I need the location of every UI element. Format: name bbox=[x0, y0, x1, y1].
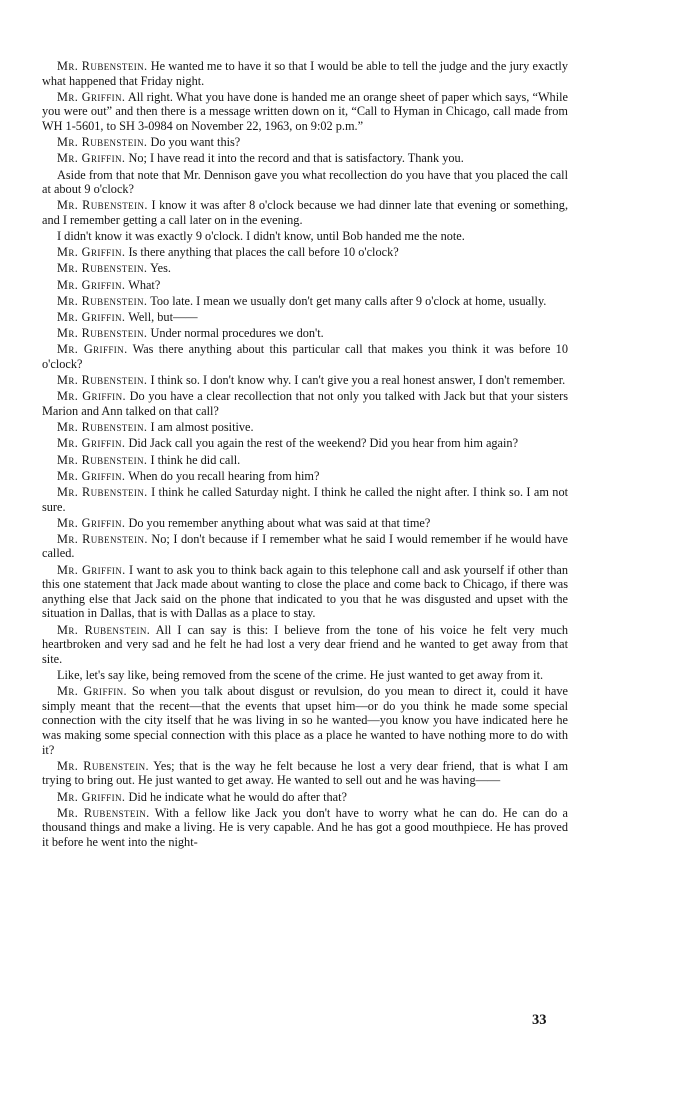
testimony-paragraph bbox=[42, 90, 568, 134]
speaker-name: Mr. Rubenstein. bbox=[57, 452, 148, 467]
testimony-paragraph bbox=[42, 469, 568, 484]
speaker-name: Mr. Griffin. bbox=[57, 89, 126, 104]
testimony-paragraph bbox=[42, 436, 568, 451]
paragraph-text: All right. What you have done is handed me an orange sheet of paper which says, “While you were out” and then there is a message written down on it, “Call to Hyman in Chicago, call made from WH 1-5601, to SH 3-0984 on November 22, 1963, on 9:02 p.m.” bbox=[42, 89, 568, 133]
testimony-paragraph bbox=[42, 806, 568, 850]
speaker-name: Mr. Rubenstein. bbox=[57, 326, 148, 341]
testimony-paragraph bbox=[42, 294, 568, 309]
paragraph-text: Is there anything that places the call before 10 o'clock? bbox=[128, 245, 399, 260]
speaker-name: Mr. Rubenstein. bbox=[57, 622, 151, 637]
paragraph-text: I am almost positive. bbox=[150, 420, 254, 435]
paragraph-text: I know it was after 8 o'clock because we had dinner late that evening or something, and I remember getting a call later on in the evening. bbox=[42, 198, 569, 227]
paragraph-text: No; I have read it into the record and that is satisfactory. Thank you. bbox=[128, 151, 464, 166]
paragraph-text: Did he indicate what he would do after that? bbox=[128, 789, 347, 804]
testimony-paragraph bbox=[42, 245, 568, 260]
testimony-paragraph bbox=[42, 485, 568, 514]
speaker-name: Mr. Griffin. bbox=[57, 789, 126, 804]
paragraph-text: All I can say is this: I believe from the tone of his voice he felt very much heartbroken and very sad and he felt he had lost a very dear friend and he wanted to get away from that site. bbox=[42, 622, 568, 666]
speaker-name: Mr. Rubenstein. bbox=[57, 758, 149, 773]
speaker-name: Mr. Griffin. bbox=[57, 310, 126, 325]
speaker-name: Mr. Rubenstein. bbox=[57, 198, 148, 213]
paragraph-text: No; I don't because if I remember what he said I would remember if he would have called. bbox=[42, 531, 569, 561]
testimony-paragraph bbox=[42, 261, 568, 276]
testimony-paragraph bbox=[42, 310, 568, 325]
paragraph-text: Was there anything about this particular call that makes you think it was before 10 o'clock? bbox=[42, 342, 568, 371]
testimony-paragraph bbox=[42, 198, 568, 227]
paragraph-text: Under normal procedures we don't. bbox=[150, 326, 324, 341]
paragraph-text: Too late. I mean we usually don't get many calls after 9 o'clock at home, usually. bbox=[150, 293, 547, 308]
speaker-name: Mr. Griffin. bbox=[57, 151, 126, 166]
paragraph-text: So when you talk about disgust or revulsion, do you mean to direct it, could it have simply meant that the recent—that the events that upset him—or do you think he made some special connection with the city itself that he was living in so he wanted—you know you have indicated here he was making some special connection with this place as a place he wanted to have nothing more to do with it? bbox=[42, 684, 568, 757]
speaker-name: Mr. Griffin. bbox=[57, 468, 126, 483]
testimony-paragraph bbox=[42, 623, 568, 667]
paragraph-text: Do you remember anything about what was said at that time? bbox=[128, 515, 431, 530]
speaker-name: Mr. Griffin. bbox=[57, 515, 126, 530]
page-number: 33 bbox=[532, 1012, 547, 1028]
testimony-paragraph bbox=[42, 420, 568, 435]
speaker-name: Mr. Griffin. bbox=[57, 436, 126, 451]
testimony-paragraph bbox=[42, 342, 568, 371]
testimony-paragraph bbox=[42, 532, 568, 561]
testimony-paragraph bbox=[42, 168, 568, 197]
speaker-name: Mr. Griffin. bbox=[57, 562, 126, 577]
paragraph-text: I think he called Saturday night. I think he called the night after. I think so. I am not sure. bbox=[42, 484, 569, 514]
paragraph-text: Do you have a clear recollection that not only you talked with Jack but that your sisters Marion and Ann talked on that call? bbox=[42, 389, 568, 418]
testimony-paragraph bbox=[42, 759, 568, 788]
speaker-name: Mr. Rubenstein. bbox=[57, 293, 148, 308]
paragraph-text: With a fellow like Jack you don't have to worry what he can do. He can do a thousand things and make a living. He is very capable. And he has got a good mouthpiece. He has proved it before he went into the night- bbox=[42, 805, 569, 849]
testimony-paragraph bbox=[42, 684, 568, 757]
speaker-name: Mr. Rubenstein. bbox=[57, 261, 148, 276]
paragraph-text: I think so. I don't know why. I can't give you a real honest answer, I don't remember. bbox=[150, 373, 566, 388]
testimony-paragraph bbox=[42, 151, 568, 166]
speaker-name: Mr. Rubenstein. bbox=[57, 484, 148, 499]
testimony-paragraph bbox=[42, 516, 568, 531]
testimony-paragraph bbox=[42, 373, 568, 388]
testimony-paragraph bbox=[42, 59, 568, 88]
testimony-paragraph bbox=[42, 278, 568, 293]
speaker-name: Mr. Griffin. bbox=[57, 245, 126, 260]
paragraph-text: Do you want this? bbox=[150, 135, 241, 150]
speaker-name: Mr. Griffin. bbox=[57, 389, 126, 404]
paragraph-text: Well, but—— bbox=[128, 310, 198, 325]
testimony-paragraph bbox=[42, 790, 568, 805]
testimony-paragraph bbox=[42, 563, 568, 621]
paragraph-text: I want to ask you to think back again to this telephone call and ask yourself if other than this one statement that Jack made about wanting to close the place and come back to Chicago, if there was anything else that Jack said on the phone that indicated to you that he was disgusted and upset with the situation in Dallas, that is with Dallas as a place to stay. bbox=[42, 562, 568, 621]
paragraph-text: Did Jack call you again the rest of the weekend? Did you hear from him again? bbox=[128, 436, 519, 451]
paragraph-text: Yes; that is the way he felt because he lost a very dear friend, that is what I am trying to bring out. He just wanted to get away. He wanted to sell out and he was having—— bbox=[42, 758, 569, 788]
testimony-paragraph bbox=[42, 389, 568, 418]
speaker-name: Mr. Rubenstein. bbox=[57, 59, 148, 73]
paragraph-text: I didn't know it was exactly 9 o'clock. I didn't know, until Bob handed me the note. bbox=[57, 229, 465, 244]
paragraph-text: When do you recall hearing from him? bbox=[128, 468, 320, 483]
paragraph-text: I think he did call. bbox=[150, 452, 241, 467]
testimony-paragraph bbox=[42, 453, 568, 468]
testimony-paragraph bbox=[42, 668, 568, 683]
testimony-paragraph bbox=[42, 326, 568, 341]
paragraph-text: What? bbox=[128, 277, 161, 292]
speaker-name: Mr. Griffin. bbox=[57, 342, 128, 357]
speaker-name: Mr. Rubenstein. bbox=[57, 373, 148, 388]
paragraph-text: Aside from that note that Mr. Dennison gave you what recollection do you have that you placed the call at about 9 o'clock? bbox=[42, 167, 568, 197]
speaker-name: Mr. Rubenstein. bbox=[57, 135, 148, 150]
speaker-name: Mr. Griffin. bbox=[57, 277, 126, 292]
speaker-name: Mr. Rubenstein. bbox=[57, 420, 148, 435]
testimony-paragraph bbox=[42, 229, 568, 244]
speaker-name: Mr. Griffin. bbox=[57, 684, 128, 699]
paragraph-text: Yes. bbox=[149, 261, 171, 276]
testimony-paragraph bbox=[42, 135, 568, 150]
testimony-body bbox=[42, 59, 568, 850]
paragraph-text: Like, let's say like, being removed from the scene of the crime. He just wanted to get away from it. bbox=[57, 668, 544, 682]
speaker-name: Mr. Rubenstein. bbox=[57, 805, 150, 820]
paragraph-text: He wanted me to have it so that I would be able to tell the judge and the jury exactly what happened that Friday night. bbox=[42, 59, 568, 88]
speaker-name: Mr. Rubenstein. bbox=[57, 531, 148, 546]
